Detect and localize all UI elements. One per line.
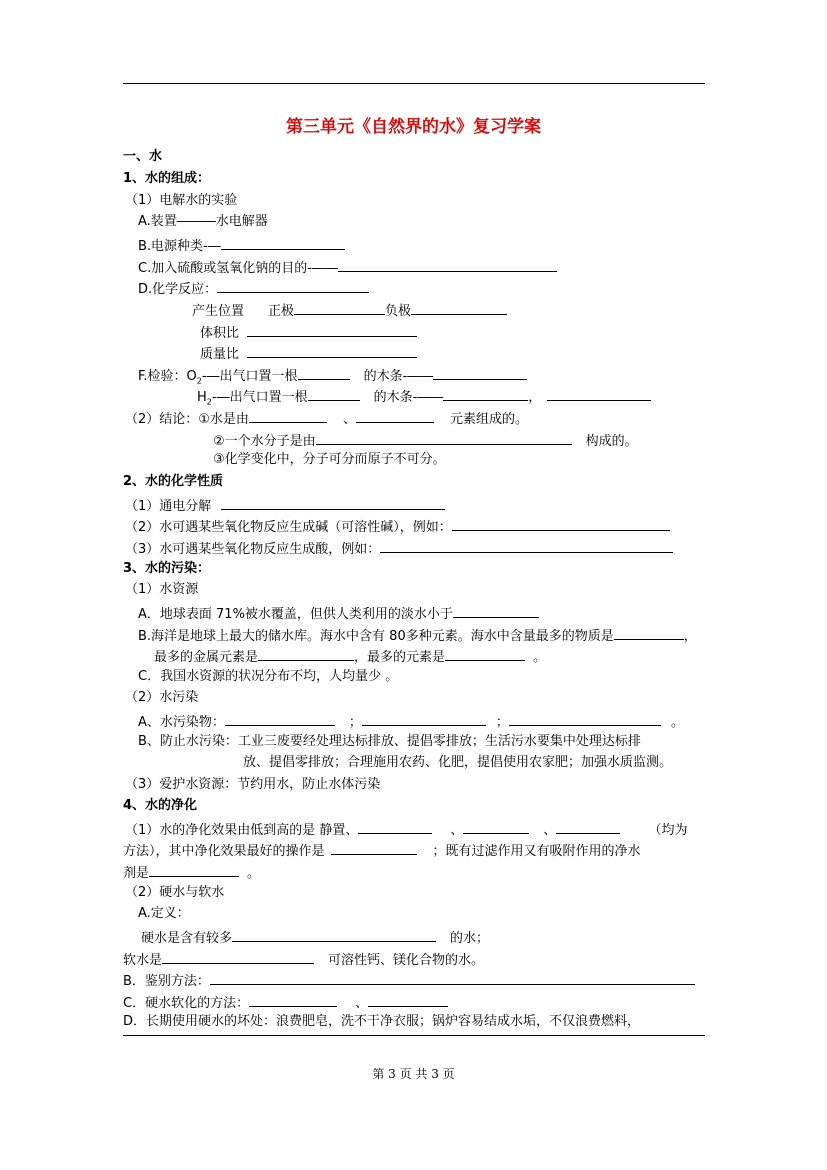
blank[interactable] bbox=[356, 408, 434, 423]
text: A、水污染物： bbox=[138, 715, 225, 730]
identify bbox=[123, 970, 695, 991]
text: B.海洋是地球上最大的储水库。海水中含有 80多种元素。海水中含量最多的物质是 bbox=[138, 629, 614, 644]
item-electrolysis: （1）电解水的实验 bbox=[125, 193, 238, 208]
text: （2）结论： bbox=[125, 412, 199, 427]
section-composition: 1、水的组成： bbox=[123, 171, 211, 186]
water-b1 bbox=[138, 625, 697, 646]
prop-2 bbox=[125, 516, 670, 537]
text: （3）水可遇某些氧化物反应生成酸，例如： bbox=[125, 542, 381, 557]
water-pollution: （2）水污染 bbox=[125, 690, 199, 705]
blank[interactable] bbox=[338, 257, 557, 272]
blank[interactable] bbox=[380, 538, 673, 553]
text: ；既有过滤作用又有吸附作用的净水 bbox=[432, 844, 641, 859]
subscript: 2 bbox=[206, 397, 212, 407]
text: 。 bbox=[247, 866, 261, 881]
text: （1）通电分解 bbox=[125, 499, 212, 514]
text: 元素组成的。 bbox=[449, 412, 528, 427]
prop-1 bbox=[125, 495, 445, 516]
text: 构成的。 bbox=[585, 434, 638, 449]
text: 剂是 bbox=[123, 866, 150, 881]
section-chemical-properties: 2、水的化学性质 bbox=[123, 474, 224, 489]
blank[interactable] bbox=[217, 278, 369, 293]
blank[interactable] bbox=[509, 711, 661, 726]
text: 、 bbox=[450, 823, 464, 838]
blank[interactable] bbox=[453, 603, 539, 618]
text: B．鉴别方法： bbox=[123, 974, 210, 989]
text: ， bbox=[528, 390, 542, 405]
text: C．硬水软化的方法： bbox=[123, 996, 250, 1011]
blank[interactable] bbox=[247, 343, 417, 358]
blank[interactable] bbox=[331, 840, 417, 855]
blank[interactable] bbox=[358, 819, 432, 834]
text: 。 bbox=[670, 715, 684, 730]
text: 软水是 bbox=[123, 953, 163, 968]
text: 体积比 bbox=[200, 326, 240, 341]
text: 产生位置 bbox=[192, 304, 245, 319]
prop-3 bbox=[125, 538, 673, 559]
footer-rule bbox=[123, 1035, 705, 1036]
item-c bbox=[138, 257, 557, 278]
purify-2 bbox=[123, 840, 641, 861]
heading-water: 一、水 bbox=[123, 149, 163, 164]
row-position bbox=[192, 300, 507, 321]
conclusion-2 bbox=[213, 430, 638, 451]
header-rule bbox=[123, 83, 705, 84]
text: 。 bbox=[533, 650, 547, 665]
text: 的木条-―― bbox=[363, 369, 434, 384]
text: 、 bbox=[543, 823, 557, 838]
soft-water-def bbox=[123, 949, 484, 970]
text: B.电源种类-― bbox=[138, 239, 221, 254]
blank[interactable] bbox=[258, 646, 354, 661]
purify-1 bbox=[125, 819, 687, 840]
blank[interactable] bbox=[362, 711, 486, 726]
text: 质量比 bbox=[200, 347, 240, 362]
text: A．地球表面 71%被水覆盖，但供人类利用的淡水小于 bbox=[138, 607, 453, 622]
text: ，最多的元素是 bbox=[354, 650, 446, 665]
hard-soft: （2）硬水与软水 bbox=[125, 885, 225, 900]
soften bbox=[123, 992, 448, 1013]
text: ； bbox=[495, 715, 509, 730]
text: -―出气口置一根 bbox=[201, 369, 298, 384]
text: -―出气口置一根 bbox=[211, 390, 308, 405]
row-volume bbox=[200, 322, 417, 343]
item-d bbox=[138, 278, 369, 299]
blank[interactable] bbox=[614, 625, 684, 640]
prevent-2: 放、提倡零排放；合理施用农药、化肥，提倡使用农家肥；加强水质监测。 bbox=[243, 755, 673, 770]
harm: D．长期使用硬水的坏处：浪费肥皂，洗不干净衣服；锅炉容易结成水垢，不仅浪费燃料， bbox=[123, 1014, 641, 1029]
text: 方法），其中净化效果最好的操作是 bbox=[123, 844, 325, 859]
hard-water-def bbox=[141, 927, 489, 948]
blank[interactable] bbox=[221, 495, 445, 510]
item-a: A.装置―――水电解器 bbox=[138, 214, 268, 229]
blank[interactable] bbox=[149, 862, 239, 877]
row-mass bbox=[200, 343, 417, 364]
prevent-1: B、防止水污染：工业三废要经处理达标排放、提倡零排放；生活污水要集中处理达标排 bbox=[138, 734, 641, 749]
blank[interactable] bbox=[452, 516, 670, 531]
definition: A.定义： bbox=[138, 906, 190, 921]
blank[interactable] bbox=[221, 235, 345, 250]
item-b bbox=[138, 235, 345, 256]
blank[interactable] bbox=[225, 711, 335, 726]
blank[interactable] bbox=[210, 970, 695, 985]
text: （均为 bbox=[648, 823, 688, 838]
page-number: 第 3 页 共 3 页 bbox=[372, 1067, 455, 1081]
document-title: 第三单元《自然界的水》复习学案 bbox=[286, 117, 541, 137]
blank[interactable] bbox=[232, 927, 436, 942]
water-resources: （1）水资源 bbox=[125, 582, 199, 597]
text: C.加入硫酸或氢氧化钠的目的-―― bbox=[138, 261, 338, 276]
water-b2 bbox=[154, 646, 546, 667]
text: 、 bbox=[342, 412, 356, 427]
blank[interactable] bbox=[547, 386, 651, 401]
conclusion-3: ③化学变化中，分子可分而原子不可分。 bbox=[213, 452, 446, 467]
blank[interactable] bbox=[249, 992, 337, 1007]
blank[interactable] bbox=[294, 300, 385, 315]
conclusion-1 bbox=[125, 408, 528, 429]
blank[interactable] bbox=[445, 646, 525, 661]
text: ②一个水分子是由 bbox=[213, 434, 316, 449]
text: H bbox=[197, 390, 207, 405]
section-pollution: 3、水的污染： bbox=[123, 561, 211, 576]
text: 的木条-―― bbox=[373, 390, 444, 405]
blank[interactable] bbox=[433, 365, 527, 380]
blank[interactable] bbox=[463, 819, 529, 834]
text: ①水是由 bbox=[198, 412, 249, 427]
text: （2）水可遇某些氧化物反应生成碱（可溶性碱），例如： bbox=[125, 520, 452, 535]
text: ， bbox=[683, 629, 697, 644]
blank[interactable] bbox=[247, 322, 417, 337]
text: 的水； bbox=[450, 931, 490, 946]
text: （1）水的净化效果由低到高的是 静置、 bbox=[125, 823, 359, 838]
blank[interactable] bbox=[411, 300, 507, 315]
subscript: 2 bbox=[196, 376, 202, 386]
blank[interactable] bbox=[316, 430, 572, 445]
text: 可溶性钙、镁化合物的水。 bbox=[328, 953, 485, 968]
text: 正极 bbox=[268, 304, 295, 319]
text: 硬水是含有较多 bbox=[141, 931, 233, 946]
text: 最多的金属元素是 bbox=[154, 650, 259, 665]
water-a bbox=[138, 603, 539, 624]
pollutants bbox=[138, 711, 684, 732]
blank[interactable] bbox=[298, 365, 350, 380]
section-purification: 4、水的净化 bbox=[123, 798, 198, 813]
protect: （3）爱护水资源：节约用水，防止水体污染 bbox=[125, 777, 381, 792]
blank[interactable] bbox=[162, 949, 314, 964]
water-c: C．我国水资源的状况分布不均，人均量少 。 bbox=[138, 669, 399, 684]
text: 负极 bbox=[385, 304, 412, 319]
purify-3 bbox=[123, 862, 260, 883]
blank[interactable] bbox=[368, 992, 448, 1007]
blank[interactable] bbox=[249, 408, 327, 423]
text: 、 bbox=[355, 996, 369, 1011]
blank[interactable] bbox=[556, 819, 620, 834]
text: F.检验：O bbox=[138, 369, 197, 384]
text: D.化学反应： bbox=[138, 282, 218, 297]
text: ； bbox=[348, 715, 362, 730]
blank[interactable] bbox=[308, 386, 360, 401]
blank[interactable] bbox=[443, 386, 528, 401]
